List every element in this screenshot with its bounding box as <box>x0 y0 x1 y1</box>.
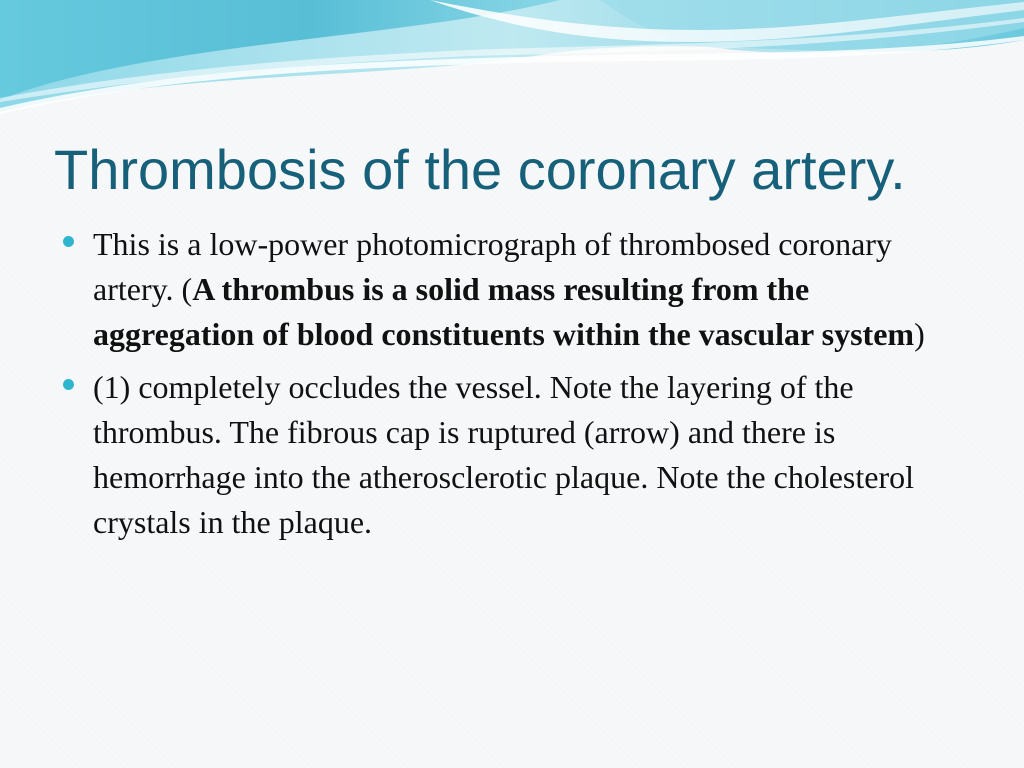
bullet-list <box>62 222 962 553</box>
header-wave-decoration <box>0 0 1024 130</box>
round-bullet-icon <box>63 379 74 390</box>
bullet-1-bold-definition: A thrombus is a solid mass resulting from the aggregation of blood constituents within the vascular system <box>93 271 915 352</box>
bullet-1-text-start: This is a low-power photomicrograph of thrombosed coronary artery. ( <box>93 226 892 307</box>
round-bullet-icon <box>63 236 74 247</box>
bullet-item-1 <box>62 222 962 357</box>
slide-title: Thrombosis of the coronary artery. <box>54 138 906 201</box>
bullet-item-2 <box>62 365 962 545</box>
bullet-2-text: (1) completely occludes the vessel. Note the layering of the thrombus. The fibrous cap is ruptured (arrow) and there is hemorrhage into the atherosclerotic plaque. Note the cholesterol crystals in the plaque. <box>93 369 915 540</box>
bullet-1-text-end: ) <box>914 316 925 352</box>
